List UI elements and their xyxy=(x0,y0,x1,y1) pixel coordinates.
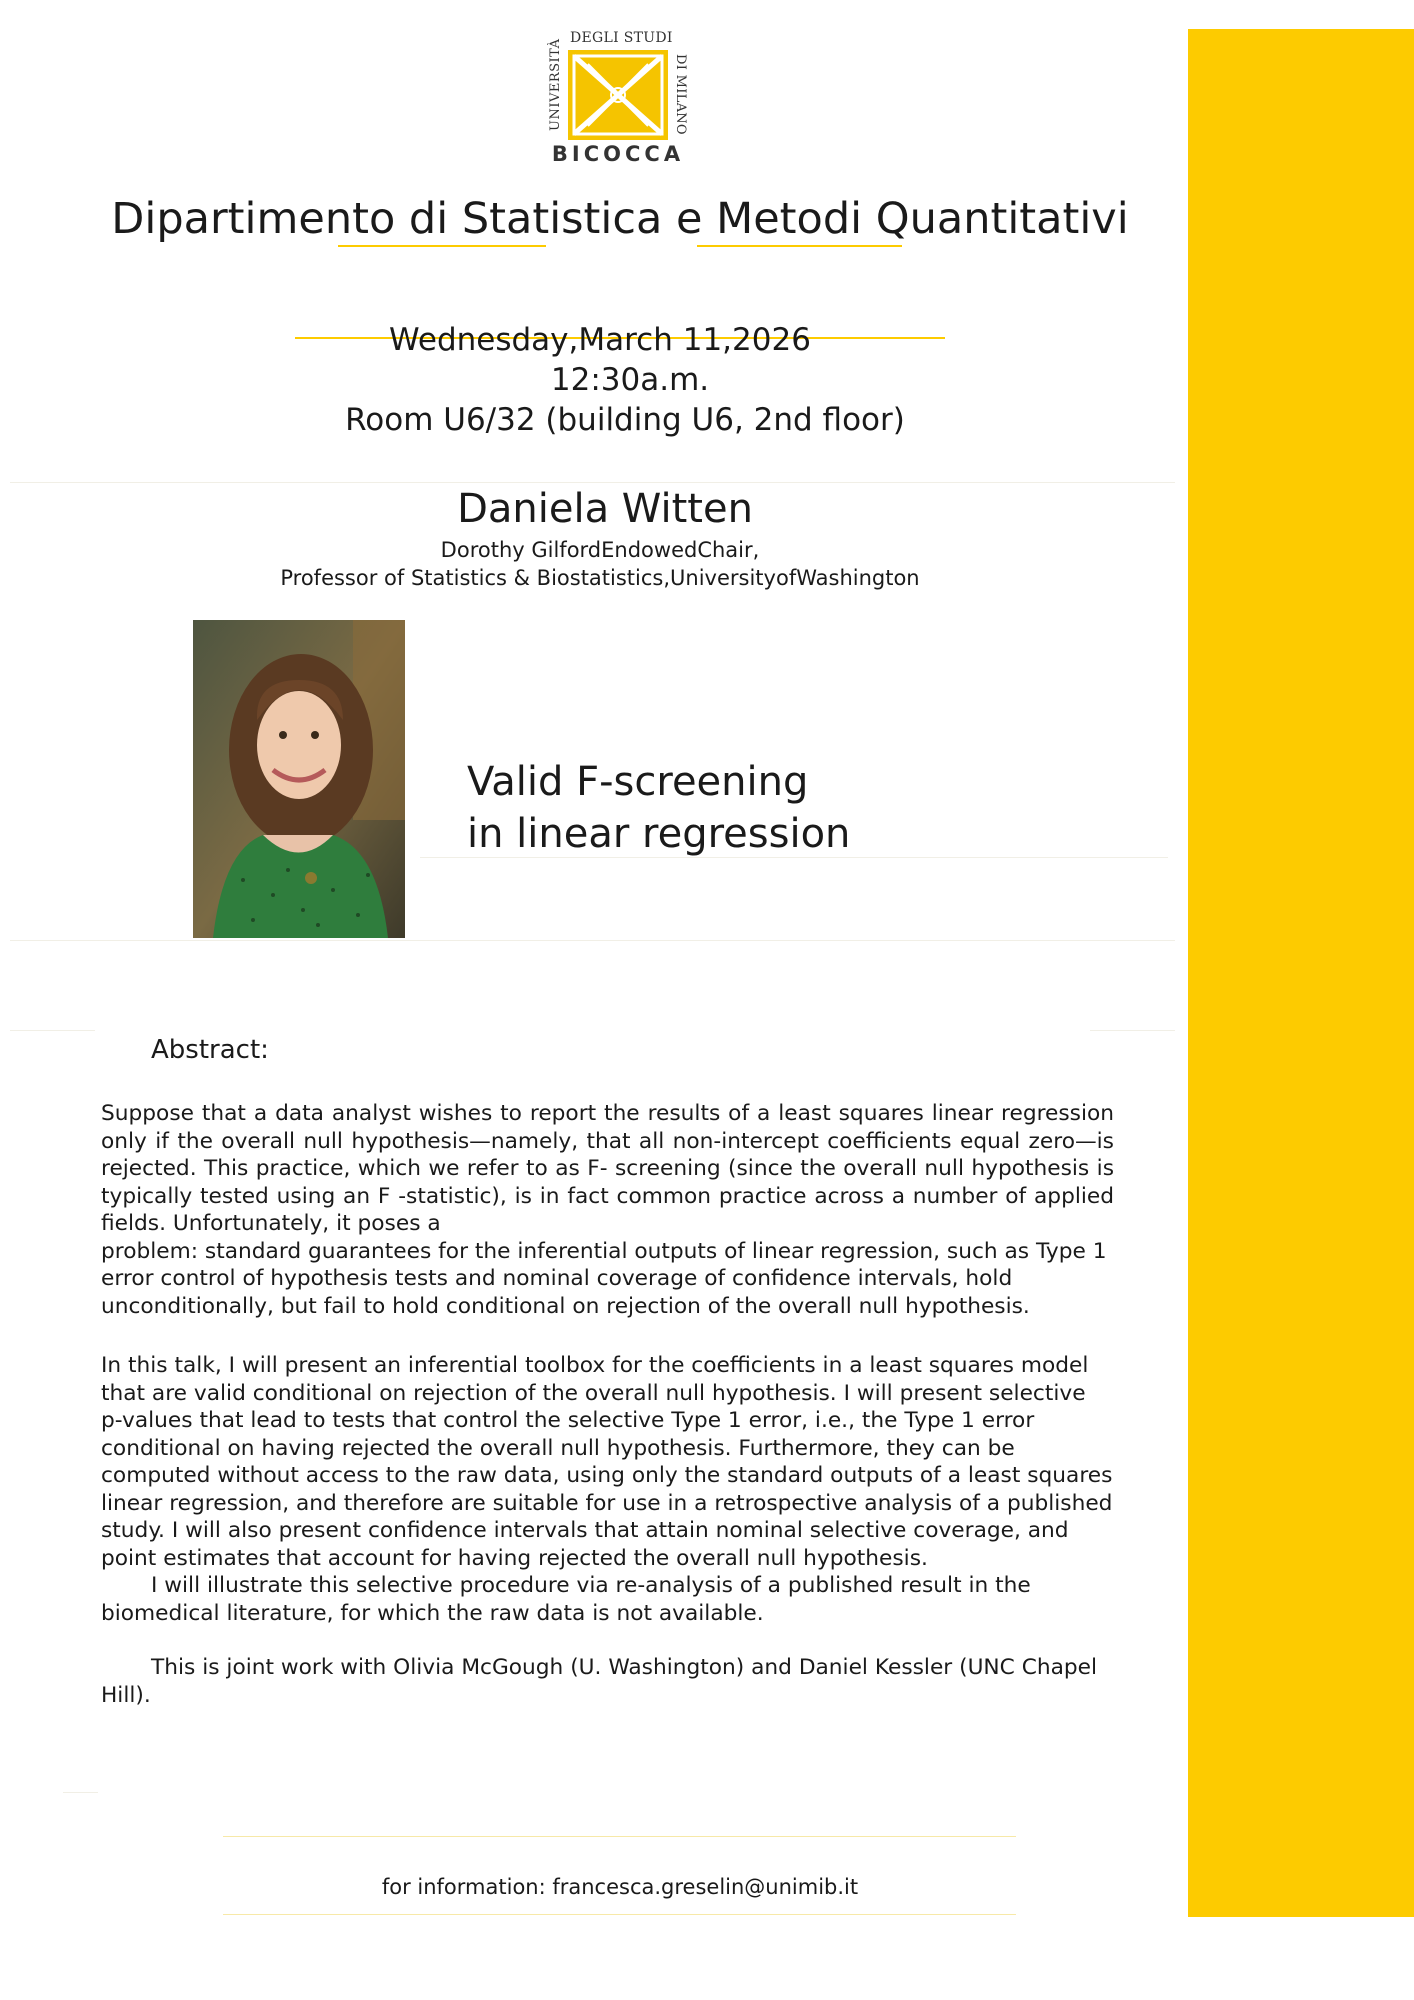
abstract-paragraph-1: Suppose that a data analyst wishes to report the results of a least squares linear regression only if the overall null hypothesis—namely, that all non-intercept coefficients equal zero—is rejected. This practice, which we refer to as F- screening (since the overall null hypothesis is typically tested using an F -statistic), is in fact common practice across a number of applied fields. Unfortunately, it poses a xyxy=(101,1101,1121,1236)
university-logo xyxy=(548,30,688,166)
event-date: Wednesday,March 11,2026 xyxy=(389,322,811,358)
abstract-paragraph-3: I will illustrate this selective procedure via re-analysis of a published result in the biomedical literature, for which the raw data is not available. xyxy=(101,1573,1038,1626)
event-time: 12:30a.m. xyxy=(550,362,710,398)
abstract-label: Abstract: xyxy=(151,1035,269,1065)
event-room: Room U6/32 (building U6, 2nd floor) xyxy=(345,402,905,438)
title-underline-left xyxy=(338,245,546,247)
abstract-paragraph-4: This is joint work with Olivia McGough (U. Washington) and Daniel Kessler (UNC Chapel Hill). xyxy=(101,1655,1104,1708)
logo-side-text: UNIVERSITÀ xyxy=(548,38,563,132)
speaker-role-line2: Professor of Statistics & Biostatistics,UniversityofWashington xyxy=(280,566,920,590)
divider-footer-top xyxy=(223,1836,1016,1837)
yellow-side-bar xyxy=(1188,29,1414,1917)
talk-title-line1: Valid F-screening xyxy=(467,759,809,805)
abstract-paragraph-2: In this talk, I will present an inferential toolbox for the coefficients in a least squares model that are valid conditional on rejection of the overall null hypothesis. I will present selective p-values that lead to tests that control the selective Type 1 error, i.e., the Type 1 error conditional on having rejected the overall null hypothesis. Furthermore, they can be computed without access to the raw data, using only the standard outputs of a least squares linear regression, and therefore are suitable for use in a retrospective analysis of a published study. I will also present confidence intervals that attain nominal selective coverage, and point estimates that account for having rejected the overall null hypothesis. xyxy=(101,1353,1120,1571)
divider-footer-left xyxy=(63,1792,98,1793)
department-title: Dipartimento di Statistica e Metodi Quantitativi xyxy=(111,194,1129,244)
logo-mark-icon xyxy=(568,50,668,140)
divider-top xyxy=(10,482,1175,483)
talk-title-line2: in linear regression xyxy=(467,811,851,857)
title-underline-right xyxy=(697,245,902,247)
contact-info: for information: francesca.greselin@unimib.it xyxy=(381,1875,859,1899)
speaker-role-line1: Dorothy GilfordEndowedChair, xyxy=(440,538,760,562)
logo-right-text: DI MILANO xyxy=(673,53,688,135)
divider-mid xyxy=(10,940,1175,941)
abstract-body xyxy=(101,1100,1121,1709)
logo-bottom-text: BICOCCA xyxy=(551,142,685,166)
abstract-paragraph-1b: problem: standard guarantees for the inferential outputs of linear regression, such as Type 1 error control of hypothesis tests and nominal coverage of confidence intervals, hold unconditionally, but fail to hold conditional on rejection of the overall null hypothesis. xyxy=(101,1238,1114,1319)
speaker-name: Daniela Witten xyxy=(457,486,753,532)
divider-abstract-left xyxy=(10,1030,95,1031)
divider-footer-bottom xyxy=(223,1914,1016,1915)
logo-top-text: DEGLI STUDI xyxy=(570,30,673,46)
divider-title xyxy=(420,857,1168,858)
speaker-photo xyxy=(193,620,405,938)
divider-abstract-right xyxy=(1090,1030,1175,1031)
talk-title xyxy=(467,756,987,860)
